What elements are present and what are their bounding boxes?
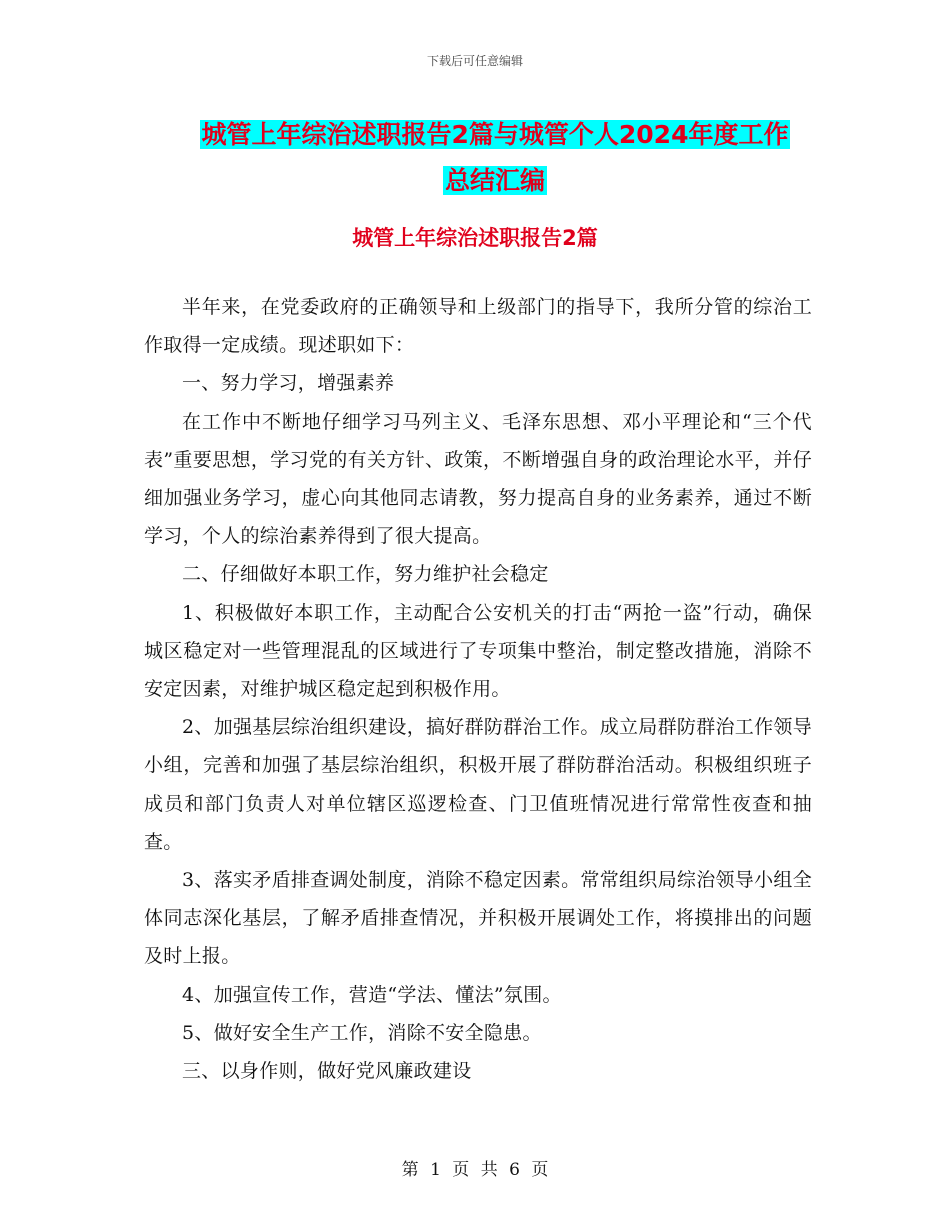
paragraph: 4、加强宣传工作，营造“学法、懂法”氛围。: [182, 983, 562, 1006]
paragraph: 一、努力学习，增强素养: [182, 372, 395, 395]
paragraph: 三、以身作则，做好党风廉政建设: [182, 1060, 472, 1083]
paragraph: 二、仔细做好本职工作，努力维护社会稳定: [182, 563, 549, 586]
page-indicator: 第 1 页 共 6 页: [401, 1160, 549, 1180]
document-title-line1: 城管上年综治述职报告2篇与城管个人2024年度工作: [201, 120, 789, 149]
paragraph: 3、落实矛盾排查调处制度，消除不稳定因素。常常组织局综治领导小组全体同志深化基层，了解矛盾排查情况，并积极开展调处工作，将摸排出的问题及时上报。: [144, 869, 812, 968]
paragraph: 5、做好安全生产工作，消除不安全隐患。: [182, 1021, 542, 1044]
document-body: [144, 288, 812, 1090]
paragraph: 在工作中不断地仔细学习马列主义、毛泽东思想、邓小平理论和“三个代表”重要思想，学习党的有关方针、政策，不断增强自身的政治理论水平，并仔细加强业务学习，虚心向其他同志请教，努力提高自身的业务素养，通过不断学习，个人的综治素养得到了很大提高。: [144, 410, 812, 548]
paragraph: 半年来，在党委政府的正确领导和上级部门的指导下，我所分管的综治工作取得一定成绩。现述职如下：: [144, 296, 812, 357]
header-note: 下载后可任意编辑: [426, 54, 523, 68]
paragraph: 2、加强基层综治组织建设，搞好群防群治工作。成立局群防群治工作领导小组，完善和加强了基层综治组织，积极开展了群防群治活动。积极组织班子成员和部门负责人对单位辖区巡逻检查、门卫值班情况进行常常性夜查和抽查。: [144, 716, 812, 853]
paragraph: 1、积极做好本职工作，主动配合公安机关的打击“两抢一盗”行动，确保城区稳定对一些管理混乱的区域进行了专项集中整治，制定整改措施，消除不安定因素，对维护城区稳定起到积极作用。: [144, 601, 812, 701]
section-title: 城管上年综治述职报告2篇: [352, 226, 598, 250]
document-title-line2: 总结汇编: [444, 166, 545, 195]
document-title: [120, 112, 870, 204]
